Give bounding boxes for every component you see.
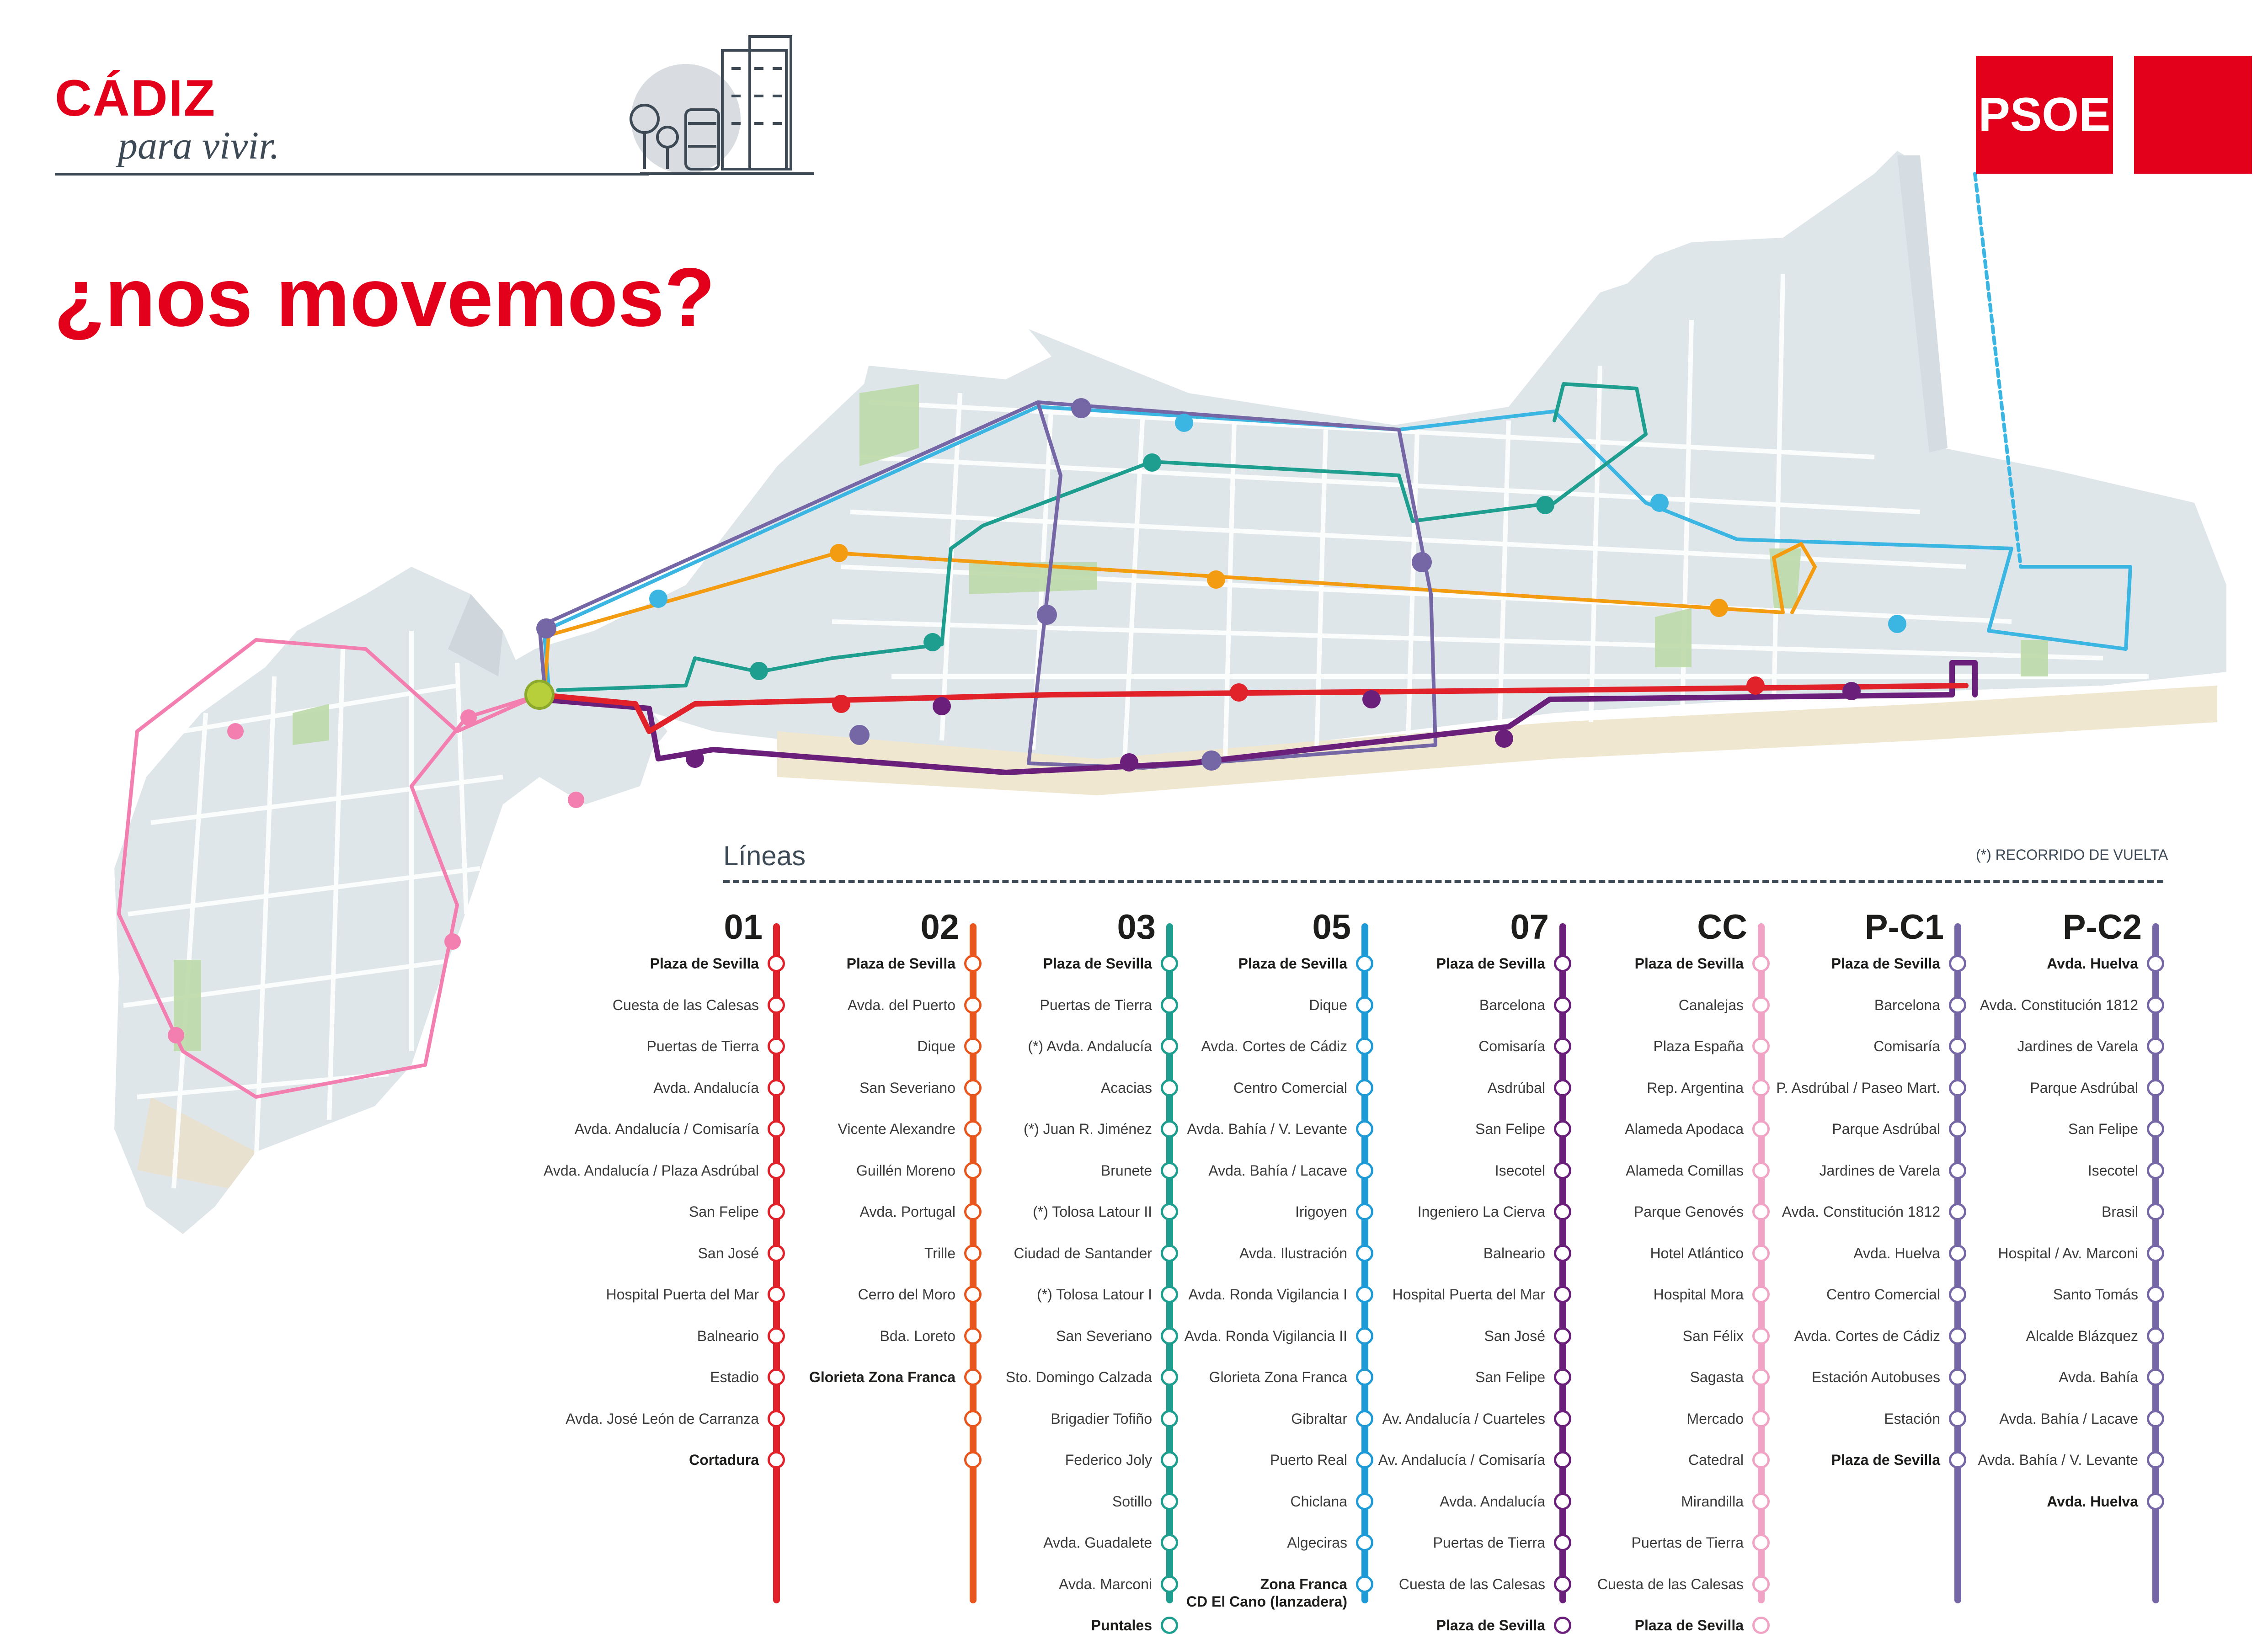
stop-dot	[1554, 1203, 1571, 1220]
line-02-stop: Dique	[917, 1038, 955, 1054]
line-07-title: 07	[1510, 908, 1549, 947]
line-05-stop: Chiclana	[1290, 1493, 1347, 1510]
stop-dot	[1161, 1451, 1178, 1469]
stop-dot	[2147, 1451, 2164, 1469]
line-05-stop: Gibraltar	[1291, 1410, 1347, 1427]
line-02-stop: Guillén Moreno	[856, 1162, 955, 1179]
stop-dot	[768, 1162, 785, 1179]
line-03-stop: Sto. Domingo Calzada	[1005, 1369, 1152, 1385]
line-07-stop: Hospital Puerta del Mar	[1392, 1286, 1545, 1303]
stop-dot	[1161, 996, 1178, 1014]
line-02-stop: Trille	[924, 1245, 955, 1261]
stop-dot	[1161, 1534, 1178, 1551]
stop-dot	[1752, 1368, 1770, 1386]
legend-note: (*) RECORRIDO DE VUELTA	[1976, 846, 2168, 863]
line-03-stop: Plaza de Sevilla	[1043, 955, 1152, 972]
stop-dot	[1949, 1203, 1966, 1220]
stop-dot	[964, 1120, 982, 1138]
stop-dot	[2147, 1368, 2164, 1386]
stop-dot	[1554, 1617, 1571, 1634]
stop-dot	[768, 1410, 785, 1427]
line-07-stop: Asdrúbal	[1487, 1079, 1545, 1096]
stop-dot	[1356, 1327, 1373, 1345]
stop-dot	[964, 1079, 982, 1096]
line-03-stop: (*) Avda. Andalucía	[1028, 1038, 1152, 1054]
stop-dot	[768, 1120, 785, 1138]
line-05-stop: Avda. Ronda Vigilancia II	[1184, 1327, 1347, 1344]
line-pc1-stop: Comisaría	[1873, 1038, 1940, 1054]
line-07-stop: Plaza de Sevilla	[1436, 955, 1545, 972]
stop-dot	[1752, 1451, 1770, 1469]
stop-dot	[1356, 1410, 1373, 1427]
line-05-stop: Irigoyen	[1295, 1203, 1347, 1220]
rose-fist-logo-box	[2134, 56, 2252, 174]
stop-dot	[2147, 1245, 2164, 1262]
stop-dot	[1554, 1120, 1571, 1138]
stop-dot	[2147, 1327, 2164, 1345]
line-pc1-title: P-C1	[1864, 908, 1944, 947]
line-07-stop: Av. Andalucía / Comisaría	[1378, 1452, 1545, 1468]
stop-dot	[1949, 1079, 1966, 1096]
line-03-stop: Avda. Marconi	[1059, 1575, 1152, 1592]
stop-dot	[1949, 1120, 1966, 1138]
stop-dot	[1949, 996, 1966, 1014]
line-pc2-stop: San Felipe	[2068, 1121, 2138, 1137]
line-pc2-title: P-C2	[2062, 908, 2142, 947]
line-pc1-stop: Estación Autobuses	[1811, 1369, 1940, 1385]
line-pc2-stop: Avda. Huelva	[2047, 955, 2138, 972]
stop-dot	[1161, 1162, 1178, 1179]
line-07-stop: Isecotel	[1494, 1162, 1545, 1179]
line-pc2-stop: Brasil	[2101, 1203, 2138, 1220]
line-05-stop: Avda. Bahía / V. Levante	[1187, 1121, 1347, 1137]
stop-dot	[964, 1410, 982, 1427]
stop-dot	[1752, 1120, 1770, 1138]
stop-dot	[1949, 1451, 1966, 1469]
line-cc-stop: Canalejas	[1678, 996, 1744, 1013]
stop-dot	[1752, 955, 1770, 972]
stop-dot	[1161, 1410, 1178, 1427]
stop-dot	[1161, 1327, 1178, 1345]
stop-dot	[1949, 955, 1966, 972]
stop-dot	[768, 955, 785, 972]
stop-dot	[1554, 1575, 1571, 1593]
stop-dot	[1161, 955, 1178, 972]
stop-dot	[768, 1203, 785, 1220]
line-03-stop: (*) Tolosa Latour I	[1037, 1286, 1152, 1303]
stop-dot	[1752, 1038, 1770, 1055]
line-07-stop: Av. Andalucía / Cuarteles	[1382, 1410, 1545, 1427]
line-pc1-stop: Barcelona	[1874, 996, 1940, 1013]
stop-dot	[1161, 1368, 1178, 1386]
line-07-stop: Puertas de Tierra	[1433, 1534, 1545, 1551]
stop-dot	[1752, 1245, 1770, 1262]
line-02-stop: Cerro del Moro	[858, 1286, 955, 1303]
stop-dot	[1356, 1493, 1373, 1510]
stop-dot	[1161, 1575, 1178, 1593]
line-05-stop: Puerto Real	[1270, 1452, 1347, 1468]
stop-dot	[1554, 1368, 1571, 1386]
line-07-stop: San José	[1484, 1327, 1545, 1344]
brand-subtitle: para vivir.	[118, 123, 280, 167]
line-03-stop: (*) Juan R. Jiménez	[1024, 1121, 1152, 1137]
stop-dot	[2147, 955, 2164, 972]
line-05-stop: Avda. Cortes de Cádiz	[1201, 1038, 1347, 1054]
line-02-stop: Plaza de Sevilla	[846, 955, 955, 972]
line-05-stop: Avda. Ronda Vigilancia I	[1188, 1286, 1347, 1303]
line-03-stop: Puntales	[1091, 1617, 1152, 1634]
line-cc-stop: Plaza España	[1653, 1038, 1744, 1054]
line-07-stop: San Felipe	[1475, 1121, 1545, 1137]
line-01-stop: Puertas de Tierra	[646, 1038, 759, 1054]
line-cc-stop: Catedral	[1688, 1452, 1744, 1468]
line-pc2-stop: Avda. Bahía / V. Levante	[1978, 1452, 2138, 1468]
stop-dot	[2147, 996, 2164, 1014]
line-02-stop: San Severiano	[859, 1079, 955, 1096]
line-05-title: 05	[1312, 908, 1351, 947]
stop-dot	[1752, 1327, 1770, 1345]
line-07-stop: Avda. Andalucía	[1440, 1493, 1545, 1510]
stop-dot	[1554, 1286, 1571, 1303]
stop-dot	[1752, 1410, 1770, 1427]
stop-dot	[1554, 1327, 1571, 1345]
stop-dot	[1752, 1079, 1770, 1096]
line-cc-stop: Sagasta	[1690, 1369, 1744, 1385]
stop-dot	[1356, 1203, 1373, 1220]
line-05-stop: Dique	[1309, 996, 1347, 1013]
stop-dot	[1356, 1038, 1373, 1055]
line-01-stop: San José	[698, 1245, 759, 1261]
line-05-stop: Avda. Ilustración	[1239, 1245, 1347, 1261]
stop-dot	[1752, 1203, 1770, 1220]
line-05-stop: Plaza de Sevilla	[1238, 955, 1347, 972]
line-pc1-stop: Avda. Huelva	[1853, 1245, 1940, 1261]
stop-dot	[2147, 1162, 2164, 1179]
line-03-stop: Acacias	[1100, 1079, 1152, 1096]
line-pc1-stop: Plaza de Sevilla	[1831, 955, 1940, 972]
legend-divider	[723, 880, 2163, 883]
line-03-stop: Federico Joly	[1065, 1452, 1152, 1468]
line-02-stop: Glorieta Zona Franca	[809, 1369, 955, 1385]
line-01-stop: Plaza de Sevilla	[650, 955, 759, 972]
stop-dot	[1356, 1245, 1373, 1262]
line-pc1-stop: Parque Asdrúbal	[1832, 1121, 1940, 1137]
line-05-stop: Glorieta Zona Franca	[1209, 1369, 1347, 1385]
stop-dot	[1356, 1286, 1373, 1303]
line-pc2-stop: Alcalde Blázquez	[2026, 1327, 2138, 1344]
line-pc1-stop: Centro Comercial	[1826, 1286, 1940, 1303]
stop-dot	[768, 1451, 785, 1469]
stop-dot	[1554, 1162, 1571, 1179]
stop-dot	[1752, 1493, 1770, 1510]
headline: ¿nos movemos?	[54, 250, 715, 344]
line-pc1-bar	[1954, 923, 1961, 1603]
brand-underline	[55, 173, 649, 176]
line-01-stop: Estadio	[710, 1369, 759, 1385]
stop-dot	[1161, 1286, 1178, 1303]
line-03-stop: Puertas de Tierra	[1040, 996, 1152, 1013]
stop-dot	[964, 1038, 982, 1055]
stop-dot	[964, 1368, 982, 1386]
stop-dot	[1949, 1410, 1966, 1427]
line-05-stop: Centro Comercial	[1233, 1079, 1347, 1096]
stop-dot	[1554, 1079, 1571, 1096]
line-01-stop: Avda. Andalucía / Comisaría	[574, 1121, 759, 1137]
line-07-stop: Cuesta de las Calesas	[1398, 1575, 1545, 1592]
stop-dot	[1949, 1038, 1966, 1055]
line-01-stop: Cortadura	[689, 1452, 759, 1468]
stop-dot	[1161, 1493, 1178, 1510]
stop-dot	[1161, 1203, 1178, 1220]
line-03-stop: San Severiano	[1056, 1327, 1152, 1344]
stop-dot	[1752, 1617, 1770, 1634]
stop-dot	[768, 1286, 785, 1303]
line-03-stop: Brunete	[1100, 1162, 1152, 1179]
line-cc-title: CC	[1697, 908, 1747, 947]
city-buildings-icon	[631, 37, 814, 174]
line-pc2-stop: Isecotel	[2087, 1162, 2138, 1179]
line-cc-stop: Puertas de Tierra	[1631, 1534, 1744, 1551]
line-pc1-stop: Estación	[1884, 1410, 1940, 1427]
stop-dot	[1356, 1162, 1373, 1179]
stop-dot	[1949, 1162, 1966, 1179]
line-cc-stop: Alameda Comillas	[1626, 1162, 1744, 1179]
line-01-stop: Balneario	[697, 1327, 759, 1344]
line-pc2-stop: Hospital / Av. Marconi	[1998, 1245, 2138, 1261]
line-03-stop: (*) Tolosa Latour II	[1033, 1203, 1152, 1220]
stop-dot	[1949, 1327, 1966, 1345]
stop-dot	[768, 996, 785, 1014]
line-pc2-stop: Avda. Bahía	[2059, 1369, 2138, 1385]
stop-dot	[2147, 1079, 2164, 1096]
stop-dot	[964, 1162, 982, 1179]
stop-dot	[1949, 1245, 1966, 1262]
line-01-stop: San Felipe	[689, 1203, 759, 1220]
stop-dot	[964, 955, 982, 972]
brand-title: CÁDIZ	[55, 69, 216, 127]
stop-dot	[1356, 996, 1373, 1014]
line-01-stop: Avda. Andalucía / Plaza Asdrúbal	[544, 1162, 759, 1179]
stop-dot	[1752, 1162, 1770, 1179]
line-pc2-stop: Avda. Huelva	[2047, 1493, 2138, 1510]
line-01-stop: Avda. Andalucía	[653, 1079, 759, 1096]
line-pc1-stop: Avda. Cortes de Cádiz	[1794, 1327, 1940, 1344]
line-cc-stop: Cuesta de las Calesas	[1597, 1575, 1744, 1592]
party-name: PSOE	[1978, 88, 2111, 141]
stop-dot	[964, 1286, 982, 1303]
line-03-stop: Brigadier Tofiño	[1051, 1410, 1152, 1427]
line-07-stop: Balneario	[1483, 1245, 1545, 1261]
stop-dot	[964, 1327, 982, 1345]
line-03-title: 03	[1117, 908, 1156, 947]
line-05-stop: Algeciras	[1287, 1534, 1347, 1551]
line-02-bar	[970, 923, 977, 1603]
stop-dot	[1356, 1079, 1373, 1096]
line-cc-stop: Mercado	[1686, 1410, 1744, 1427]
stop-dot	[2147, 1493, 2164, 1510]
stop-dot	[1554, 1451, 1571, 1469]
line-07-stop: Barcelona	[1479, 996, 1545, 1013]
line-07-stop: San Felipe	[1475, 1369, 1545, 1385]
stop-dot	[768, 1079, 785, 1096]
line-05-stop: Avda. Bahía / Lacave	[1208, 1162, 1347, 1179]
stop-dot	[1554, 955, 1571, 972]
stop-dot	[1356, 1575, 1373, 1593]
line-cc-stop: San Félix	[1682, 1327, 1744, 1344]
stop-dot	[1752, 1286, 1770, 1303]
line-01-stop: Cuesta de las Calesas	[612, 996, 759, 1013]
line-02-title: 02	[920, 908, 959, 947]
line-02-stop: Avda. del Puerto	[847, 996, 955, 1013]
stop-dot	[1554, 1245, 1571, 1262]
stop-dot	[1949, 1368, 1966, 1386]
stop-dot	[1356, 1120, 1373, 1138]
stop-dot	[1161, 1120, 1178, 1138]
line-07-stop: Plaza de Sevilla	[1436, 1617, 1545, 1634]
line-pc2-stop: Jardines de Varela	[2017, 1038, 2138, 1054]
line-02-stop: Avda. Portugal	[859, 1203, 955, 1220]
line-cc-stop: Parque Genovés	[1633, 1203, 1744, 1220]
stop-dot	[1752, 1575, 1770, 1593]
line-02-stop: Vicente Alexandre	[838, 1121, 955, 1137]
line-pc2-stop: Avda. Constitución 1812	[1980, 996, 2138, 1013]
line-01-bar	[773, 923, 780, 1603]
line-pc2-stop: Parque Asdrúbal	[2030, 1079, 2138, 1096]
stop-dot	[2147, 1286, 2164, 1303]
line-cc-stop: Hospital Mora	[1653, 1286, 1744, 1303]
line-01-title: 01	[724, 908, 763, 947]
line-01-stop: Hospital Puerta del Mar	[606, 1286, 759, 1303]
stop-dot	[768, 1245, 785, 1262]
stop-dot	[1161, 1079, 1178, 1096]
line-cc-stop: Plaza de Sevilla	[1634, 1617, 1744, 1634]
stop-dot	[1356, 1368, 1373, 1386]
stop-dot	[1949, 1286, 1966, 1303]
line-cc-stop: Plaza de Sevilla	[1634, 955, 1744, 972]
stop-dot	[1554, 1038, 1571, 1055]
line-pc1-stop: Plaza de Sevilla	[1831, 1452, 1940, 1468]
line-05-stop: Zona Franca	[1260, 1575, 1347, 1592]
stop-dot	[1554, 1493, 1571, 1510]
line-pc1-stop: Avda. Constitución 1812	[1782, 1203, 1940, 1220]
stop-dot	[768, 1368, 785, 1386]
stop-dot	[1356, 1534, 1373, 1551]
stop-dot	[964, 1451, 982, 1469]
line-03-stop: Sotillo	[1112, 1493, 1152, 1510]
line-pc1-stop: Jardines de Varela	[1819, 1162, 1940, 1179]
stop-dot	[768, 1038, 785, 1055]
line-cc-stop: Rep. Argentina	[1647, 1079, 1744, 1096]
stop-dot	[1752, 1534, 1770, 1551]
stop-dot	[1356, 1451, 1373, 1469]
stop-dot	[2147, 1120, 2164, 1138]
stop-dot	[1161, 1038, 1178, 1055]
legend-title: Líneas	[723, 841, 806, 871]
stop-dot	[768, 1327, 785, 1345]
stop-dot	[1161, 1245, 1178, 1262]
line-cc-stop: Hotel Atlántico	[1650, 1245, 1744, 1261]
stop-dot	[1554, 1410, 1571, 1427]
stop-dot	[964, 996, 982, 1014]
line-03-stop: Ciudad de Santander	[1014, 1245, 1152, 1261]
line-cc-stop: Alameda Apodaca	[1625, 1121, 1744, 1137]
stop-dot	[2147, 1038, 2164, 1055]
line-cc-stop: Mirandilla	[1681, 1493, 1744, 1510]
line-05-stop: CD El Cano (lanzadera)	[1186, 1593, 1347, 1610]
stop-dot	[1356, 955, 1373, 972]
line-02-stop: Bda. Loreto	[880, 1327, 955, 1344]
stop-dot	[2147, 1410, 2164, 1427]
stop-dot	[1161, 1617, 1178, 1634]
stop-dot	[1752, 996, 1770, 1014]
stop-dot	[964, 1245, 982, 1262]
line-07-stop: Ingeniero La Cierva	[1417, 1203, 1545, 1220]
line-pc1-stop: P. Asdrúbal / Paseo Mart.	[1776, 1079, 1940, 1096]
line-pc2-stop: Avda. Bahía / Lacave	[1999, 1410, 2138, 1427]
stop-dot	[1554, 1534, 1571, 1551]
line-01-stop: Avda. José León de Carranza	[566, 1410, 759, 1427]
stop-dot	[1554, 996, 1571, 1014]
line-03-stop: Avda. Guadalete	[1043, 1534, 1152, 1551]
stop-dot	[964, 1203, 982, 1220]
stop-dot	[2147, 1203, 2164, 1220]
line-pc2-stop: Santo Tomás	[2053, 1286, 2138, 1303]
line-07-stop: Comisaría	[1478, 1038, 1545, 1054]
party-logo	[1976, 56, 2113, 174]
